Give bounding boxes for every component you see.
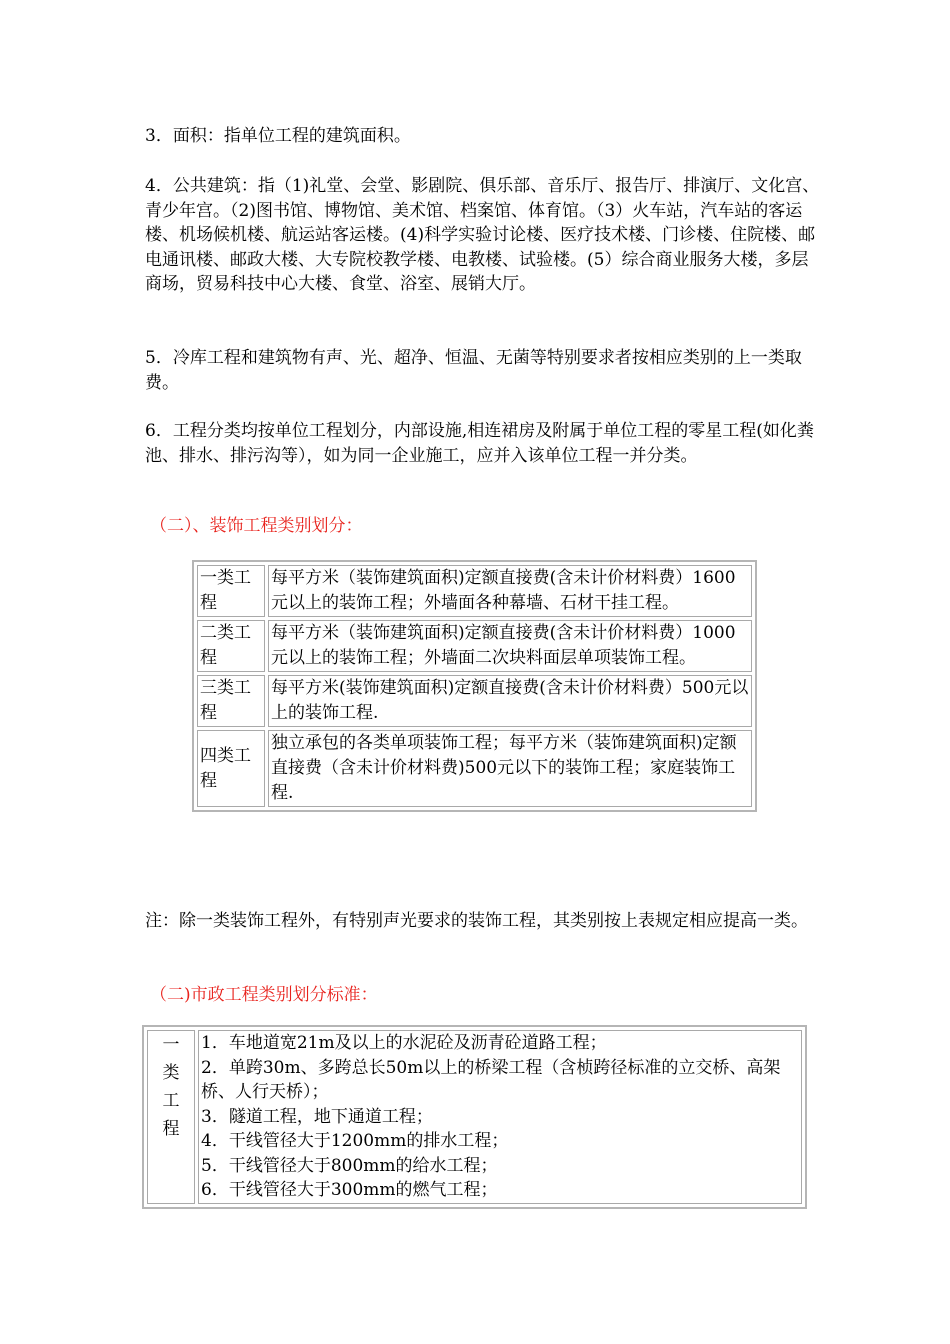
description-cell: 每平方米(装饰建筑面积)定额直接费(含未计价材料费）500元以上的装饰工程.: [268, 675, 752, 727]
table-row: [147, 1030, 802, 1204]
municipal-category-table: [142, 1025, 807, 1209]
list-item: 1．车地道宽21m及以上的水泥砼及沥青砼道路工程；: [201, 1033, 607, 1053]
paragraph-area: 3．面积：指单位工程的建筑面积。: [145, 126, 411, 146]
category-char: 工: [162, 1091, 180, 1111]
description-cell: 每平方米（装饰建筑面积)定额直接费(含未计价材料费）1600元以上的装饰工程；外墙面各种幕墙、石材干挂工程。: [268, 565, 752, 617]
category-char: 一: [162, 1035, 180, 1055]
decoration-note: 注：除一类装饰工程外，有特别声光要求的装饰工程，其类别按上表规定相应提高一类。: [145, 911, 808, 931]
category-cell: [147, 1030, 195, 1204]
paragraph-public-buildings: 4．公共建筑：指（1)礼堂、会堂、影剧院、俱乐部、音乐厅、报告厅、排演厅、文化宫、青少年宫。（2)图书馆、博物馆、美术馆、档案馆、体育馆。（3）火车站，汽车站的客运楼、机场候机楼、航运站客运楼。(4)科学实验讨论楼、医疗技术楼、门诊楼、住院楼、邮电通讯楼、邮政大楼、大专院校教学楼、电教楼、试验楼。(5）综合商业服务大楼，多层商场，贸易科技中心大楼、食堂、浴室、展销大厅。: [145, 176, 820, 295]
category-cell: 四类工程: [197, 730, 265, 807]
list-item: 6．干线管径大于300mm的燃气工程；: [201, 1180, 498, 1200]
criteria-list-cell: [198, 1030, 802, 1204]
table-row: [197, 620, 752, 672]
table-row: [197, 675, 752, 727]
paragraph-cold-storage: 5．冷库工程和建筑物有声、光、超净、恒温、无菌等特别要求者按相应类别的上一类取费。: [145, 348, 802, 393]
category-cell: 三类工程: [197, 675, 265, 727]
decoration-category-table: [192, 560, 757, 812]
municipal-heading: （二)市政工程类别划分标准：: [150, 985, 378, 1005]
list-item: 4．干线管径大于1200mm的排水工程；: [201, 1131, 509, 1151]
category-char: 类: [162, 1063, 180, 1083]
list-item: 3．隧道工程，地下通道工程；: [201, 1106, 433, 1127]
table-row: [197, 565, 752, 617]
list-item: 2．单跨30m、多跨总长50m以上的桥梁工程（含桢跨径标准的立交桥、高架桥、人行天桥）；: [201, 1057, 781, 1102]
list-item: 5．干线管径大于800mm的给水工程；: [201, 1155, 498, 1176]
category-cell: 一类工程: [197, 565, 265, 617]
table-row: [197, 730, 752, 807]
decoration-heading: （二）、装饰工程类别划分：: [150, 516, 363, 536]
category-char: 程: [162, 1119, 180, 1139]
description-cell: 每平方米（装饰建筑面积)定额直接费(含未计价材料费）1000元以上的装饰工程；外墙面二次块料面层单项装饰工程。: [268, 620, 752, 672]
description-cell: 独立承包的各类单项装饰工程；每平方米（装饰建筑面积)定额直接费（含未计价材料费)500元以下的装饰工程；家庭装饰工程.: [268, 730, 752, 807]
paragraph-classification-rule: 6．工程分类均按单位工程划分，内部设施,相连裙房及附属于单位工程的零星工程(如化粪池、排水、排污沟等），如为同一企业施工，应并入该单位工程一并分类。: [145, 421, 814, 466]
category-cell: 二类工程: [197, 620, 265, 672]
